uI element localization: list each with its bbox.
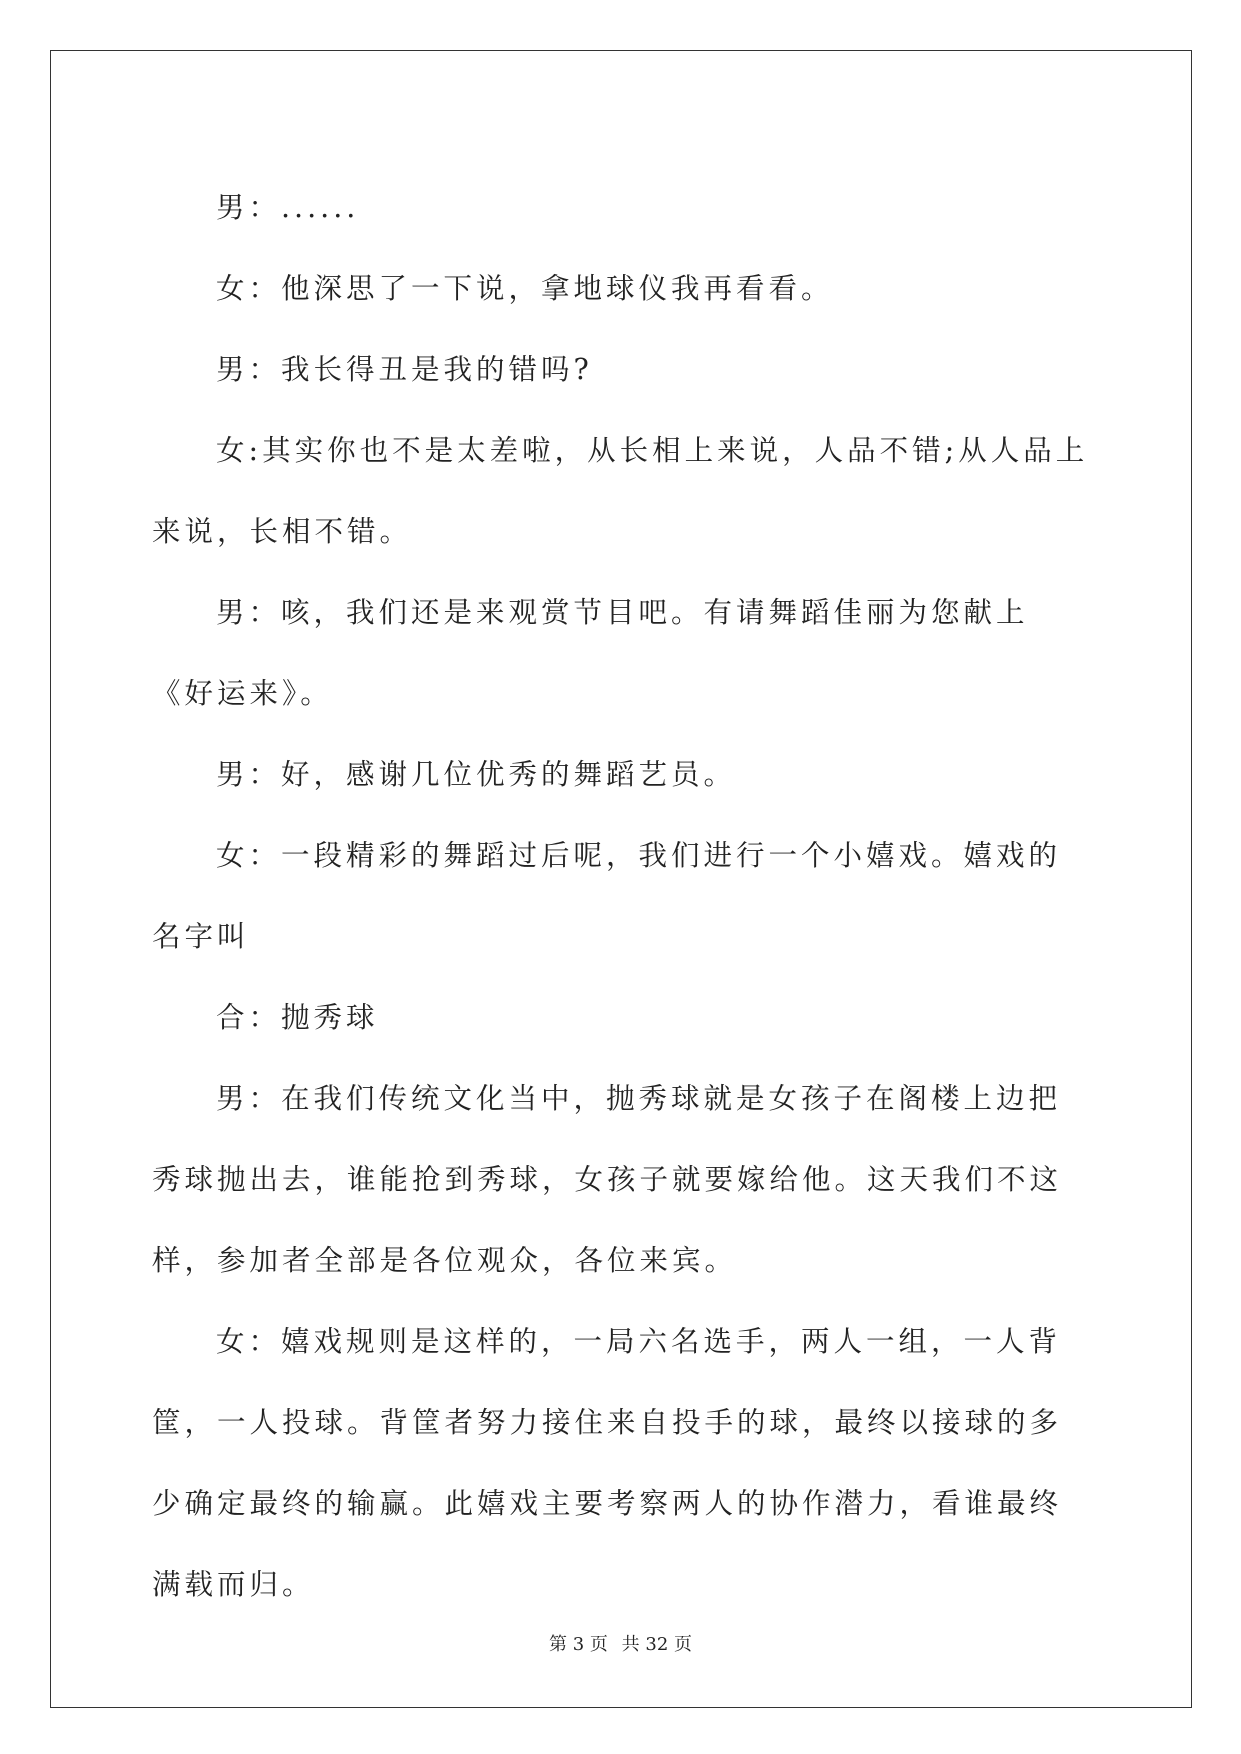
dialogue-paragraph: 男：......: [216, 191, 360, 224]
dialogue-paragraph: 合：抛秀球: [216, 1001, 379, 1034]
dialogue-paragraph: 男：咳，我们还是来观赏节目吧。有请舞蹈佳丽为您献上《好运来》。: [152, 596, 1029, 710]
page-number: 第 3 页: [549, 1634, 608, 1655]
dialogue-paragraph: 女：他深思了一下说，拿地球仪我再看看。: [216, 272, 834, 305]
dialogue-paragraph: 男：好，感谢几位优秀的舞蹈艺员。: [216, 758, 737, 791]
document-body: [152, 167, 1090, 1625]
dialogue-paragraph: 男：我长得丑是我的错吗?: [216, 353, 593, 386]
dialogue-paragraph: 女：一段精彩的舞蹈过后呢，我们进行一个小嬉戏。嬉戏的名字叫: [152, 839, 1062, 953]
page-total: 共 32 页: [621, 1634, 692, 1655]
dialogue-paragraph: 女:其实你也不是太差啦，从长相上来说，人品不错;从人品上来说，长相不错。: [152, 434, 1089, 548]
dialogue-paragraph: 男：在我们传统文化当中，抛秀球就是女孩子在阁楼上边把秀球抛出去，谁能抢到秀球，女孩子就要嫁给他。这天我们不这样，参加者全部是各位观众，各位来宾。: [152, 1082, 1063, 1277]
dialogue-paragraph: 女：嬉戏规则是这样的，一局六名选手，两人一组，一人背筐，一人投球。背筐者努力接住来自投手的球，最终以接球的多少确定最终的输赢。此嬉戏主要考察两人的协作潜力，看谁最终满载而归。: [152, 1325, 1063, 1601]
page-footer: [0, 1630, 1241, 1656]
